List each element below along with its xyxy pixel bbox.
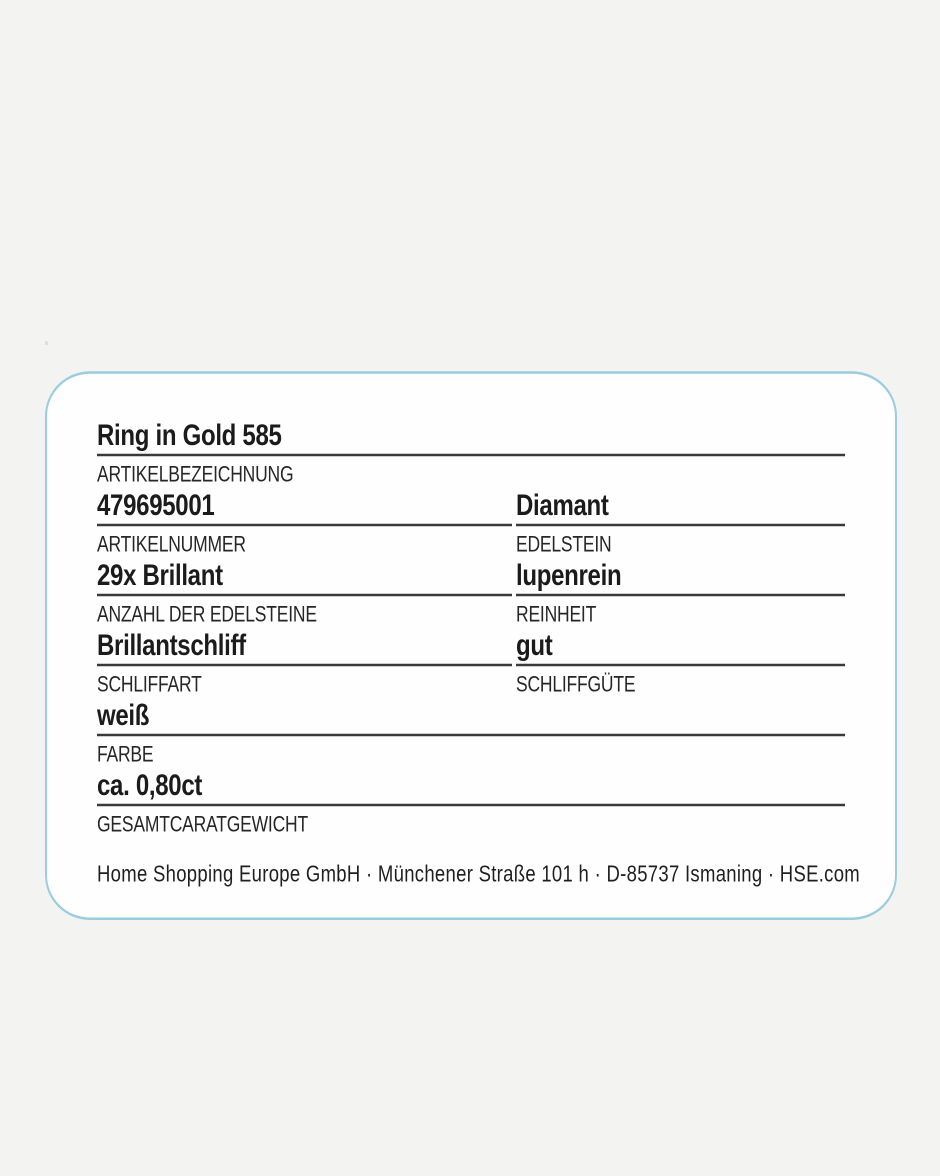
artikelnummer-label: ARTIKELNUMMER xyxy=(97,531,246,557)
product-spec-card xyxy=(45,371,897,920)
field-artikelbezeichnung xyxy=(97,419,845,489)
farbe-label: FARBE xyxy=(97,741,154,767)
field-edelstein xyxy=(516,489,845,559)
field-anzahl-der-edelsteine xyxy=(97,559,512,629)
farbe-value: weiß xyxy=(97,699,845,737)
field-artikelnummer xyxy=(97,489,512,559)
reinheit-value: lupenrein xyxy=(516,559,845,597)
edelstein-value: Diamant xyxy=(516,489,845,527)
anzahl-der-edelsteine-label: ANZAHL DER EDELSTEINE xyxy=(97,601,317,627)
background-speck xyxy=(45,341,48,345)
row-schliffart-schliffguete xyxy=(97,629,845,699)
edelstein-label: EDELSTEIN xyxy=(516,531,612,557)
company-footer-text: Home Shopping Europe GmbH · Münchener Straße 101 h · D-85737 Ismaning · HSE.com xyxy=(97,860,861,887)
row-anzahl-reinheit xyxy=(97,559,845,629)
field-gesamtcaratgewicht xyxy=(97,769,845,839)
schliffart-label: SCHLIFFART xyxy=(97,671,202,697)
gesamtcaratgewicht-value: ca. 0,80ct xyxy=(97,769,845,807)
anzahl-der-edelsteine-value: 29x Brillant xyxy=(97,559,512,597)
artikelnummer-value: 479695001 xyxy=(97,489,512,527)
reinheit-label: REINHEIT xyxy=(516,601,597,627)
schliffguete-value: gut xyxy=(516,629,845,667)
field-schliffguete xyxy=(516,629,845,699)
row-artikelnummer-edelstein xyxy=(97,489,845,559)
artikelbezeichnung-label: ARTIKELBEZEICHNUNG xyxy=(97,461,294,487)
schliffguete-label: SCHLIFFGÜTE xyxy=(516,671,636,697)
gesamtcaratgewicht-label: GESAMTCARATGEWICHT xyxy=(97,811,308,837)
artikelbezeichnung-value: Ring in Gold 585 xyxy=(97,419,845,457)
field-farbe xyxy=(97,699,845,769)
schliffart-value: Brillantschliff xyxy=(97,629,512,667)
field-reinheit xyxy=(516,559,845,629)
field-schliffart xyxy=(97,629,512,699)
